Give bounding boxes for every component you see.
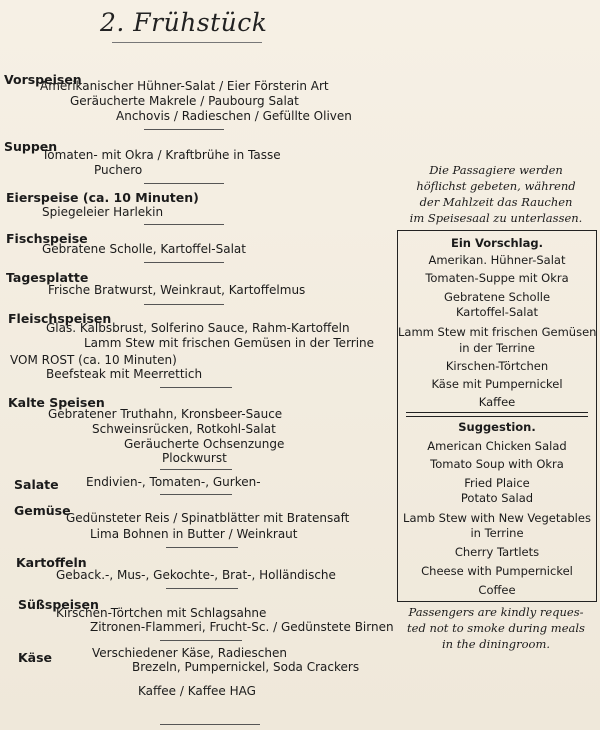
double-divider <box>406 412 588 417</box>
section-title-fleischspeisen: Fleischspeisen <box>8 311 112 326</box>
menu-line: Geräucherte Ochsenzunge <box>124 437 285 451</box>
section-divider <box>160 469 232 470</box>
no-smoking-notice-en: Passengers are kindly reques- ted not to smoke during meals in the diningroom. <box>407 605 585 651</box>
section-divider <box>166 588 238 589</box>
menu-line: Endivien-, Tomaten-, Gurken- <box>86 475 261 489</box>
menu-line: Amerikanischer Hühner-Salat / Eier Försterin Art <box>40 79 329 93</box>
section-title-gemuese: Gemüse <box>14 503 71 518</box>
menu-line: Lamm Stew mit frischen Gemüsen in der Terrine <box>84 336 375 350</box>
section-title-eierspeise: Eierspeise (ca. 10 Minuten) <box>6 190 199 205</box>
menu-line: Brezeln, Pumpernickel, Soda Crackers <box>132 660 360 674</box>
section-title-suessspeisen: Süßspeisen <box>18 597 99 612</box>
menu-title: 2. Frühstück <box>100 8 268 37</box>
suggestion-item-de: Kirschen-Törtchen <box>445 359 549 373</box>
section-title-salate: Salate <box>14 477 59 492</box>
menu-line: Zitronen-Flammeri, Frucht-Sc. / Gedünstete Birnen <box>90 620 394 634</box>
section-divider <box>144 129 224 130</box>
suggestion-item-de: Gebratene Scholle <box>443 290 551 304</box>
menu-line: Anchovis / Radieschen / Gefüllte Oliven <box>116 109 352 123</box>
title-underline <box>112 42 262 43</box>
menu-line: Schweinsrücken, Rotkohl-Salat <box>92 422 276 436</box>
suggestion-item-en: Potato Salad <box>460 491 534 505</box>
suggestion-item-de: Lamm Stew mit frischen Gemüsen <box>398 325 597 339</box>
section-divider <box>144 262 224 263</box>
section-title-kartoffeln: Kartoffeln <box>16 555 87 570</box>
section-divider <box>160 387 232 388</box>
suggestion-item-en: Fried Plaice <box>464 476 530 490</box>
section-title-vorspeisen: Vorspeisen <box>4 72 82 87</box>
section-title-suppen: Suppen <box>4 139 58 154</box>
suggestion-item-en: American Chicken Salad <box>427 439 567 453</box>
section-title-kaese: Käse <box>18 650 53 665</box>
suggestion-item-en: Tomato Soup with Okra <box>430 457 564 471</box>
menu-line: Geback.-, Mus-, Gekochte-, Brat-, Holländische <box>56 568 336 582</box>
section-title-kalte-speisen: Kalte Speisen <box>8 395 105 410</box>
menu-line: Geräucherte Makrele / Paubourg Salat <box>70 94 299 108</box>
menu-line: Verschiedener Käse, Radieschen <box>92 646 287 660</box>
suggestion-item-de: in der Terrine <box>459 341 535 355</box>
menu-line: Lima Bohnen in Butter / Weinkraut <box>90 527 298 541</box>
section-divider <box>160 640 242 641</box>
menu-line: Kaffee / Kaffee HAG <box>138 684 256 698</box>
menu-line: Gebratene Scholle, Kartoffel-Salat <box>42 242 246 256</box>
menu-line: Puchero <box>94 163 143 177</box>
menu-line: Plockwurst <box>162 451 227 465</box>
suggestion-title-en: Suggestion. <box>458 420 536 434</box>
suggestion-item-en: Coffee <box>478 583 516 597</box>
suggestion-box <box>397 230 597 602</box>
suggestion-item-en: Lamb Stew with New Vegetables <box>403 511 591 525</box>
section-divider <box>144 304 224 305</box>
suggestion-item-de: Käse mit Pumpernickel <box>431 377 563 391</box>
suggestion-item-en: Cherry Tartlets <box>454 545 540 559</box>
menu-line: VOM ROST (ca. 10 Minuten) <box>10 353 177 367</box>
suggestion-item-de: Amerikan. Hühner-Salat <box>428 253 566 267</box>
menu-line: Frische Bratwurst, Weinkraut, Kartoffelmus <box>48 283 306 297</box>
section-title-tagesplatte: Tagesplatte <box>6 270 89 285</box>
menu-line: Beefsteak mit Meerrettich <box>46 367 203 381</box>
section-divider <box>144 183 224 184</box>
section-divider <box>160 494 232 495</box>
section-divider <box>144 224 224 225</box>
section-divider <box>160 724 260 725</box>
menu-line: Kirschen-Törtchen mit Schlagsahne <box>56 606 267 620</box>
menu-line: Gebratener Truthahn, Kronsbeer-Sauce <box>48 407 283 421</box>
suggestion-item-en: Cheese with Pumpernickel <box>421 564 573 578</box>
suggestion-item-en: in Terrine <box>470 526 524 540</box>
menu-line: Spiegeleier Harlekin <box>42 205 164 219</box>
section-title-fischspeise: Fischspeise <box>6 231 88 246</box>
menu-line: Tomaten- mit Okra / Kraftbrühe in Tasse <box>42 148 281 162</box>
menu-line: Glas. Kalbsbrust, Solferino Sauce, Rahm-Kartoffeln <box>46 321 350 335</box>
section-divider <box>166 547 238 548</box>
suggestion-item-de: Tomaten-Suppe mit Okra <box>425 271 569 285</box>
suggestion-item-de: Kartoffel-Salat <box>455 305 539 319</box>
menu-line: Gedünsteter Reis / Spinatblätter mit Bratensaft <box>66 511 350 525</box>
no-smoking-notice-de: Die Passagiere werden höflichst gebeten, während der Mahlzeit das Rauchen im Speisesaal zu unterlassen. <box>409 163 583 225</box>
suggestion-item-de: Kaffee <box>478 395 516 409</box>
suggestion-title-de: Ein Vorschlag. <box>451 236 543 250</box>
